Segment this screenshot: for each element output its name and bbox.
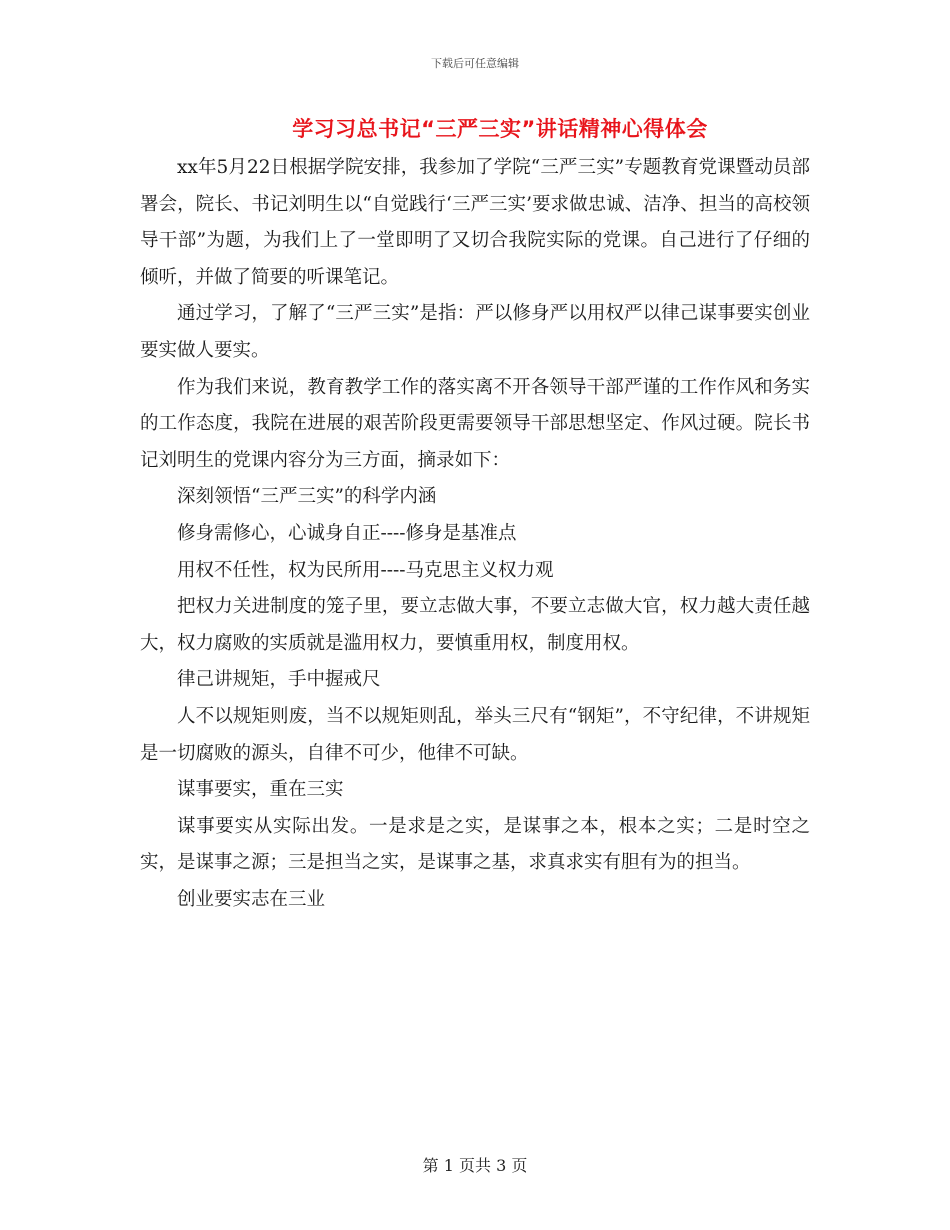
- paragraph: 修身需修心，心诚身自正----修身是基准点: [177, 522, 517, 544]
- paragraph: 创业要实志在三业: [177, 888, 326, 910]
- paragraph: 通过学习，了解了“三严三实”是指：严以修身严以用权严以律己谋事要实创业要实做人要实。: [140, 303, 810, 361]
- paragraph: 谋事要实，重在三实: [177, 779, 344, 801]
- paragraph: 谋事要实从实际出发。一是求是之实，是谋事之本，根本之实；二是时空之实，是谋事之源；三是担当之实，是谋事之基，求真求实有胆有为的担当。: [140, 815, 810, 874]
- paragraph: 律己讲规矩，手中握戒尺: [177, 669, 381, 691]
- paragraph: 把权力关进制度的笼子里，要立志做大事，不要立志做大官，权力越大责任越大，权力腐败的实质就是滥用权力，要慎重用权，制度用权。: [140, 596, 810, 654]
- document-title: 学习习总书记“三严三实”讲话精神心得体会: [292, 117, 708, 141]
- page-number: 第 1 页共 3 页: [422, 1156, 528, 1175]
- paragraph: 深刻领悟“三严三实”的科学内涵: [177, 486, 437, 508]
- paragraph: xx年5月22日根据学院安排，我参加了学院“三严三实”专题教育党课暨动员部署会，院长、书记刘明生以“自觉践行‘三严三实’要求做忠诚、洁净、担当的高校领导干部”为题，为我们上了一堂即明了又切合我院实际的党课。自己进行了仔细的倾听，并做了简要的听课笔记。: [140, 157, 810, 288]
- paragraph: 作为我们来说，教育教学工作的落实离不开各领导干部严谨的工作作风和务实的工作态度，我院在进展的艰苦阶段更需要领导干部思想坚定、作风过硬。院长书记刘明生的党课内容分为三方面，摘录如下：: [140, 376, 810, 471]
- paragraph: 用权不任性，权为民所用----马克思主义权力观: [177, 559, 554, 581]
- header-note: 下载后可任意编辑: [431, 57, 519, 70]
- document-body: [140, 150, 810, 918]
- paragraph: 人不以规矩则废，当不以规矩则乱，举头三尺有“钢矩”，不守纪律，不讲规矩是一切腐败的源头，自律不可少，他律不可缺。: [140, 705, 810, 764]
